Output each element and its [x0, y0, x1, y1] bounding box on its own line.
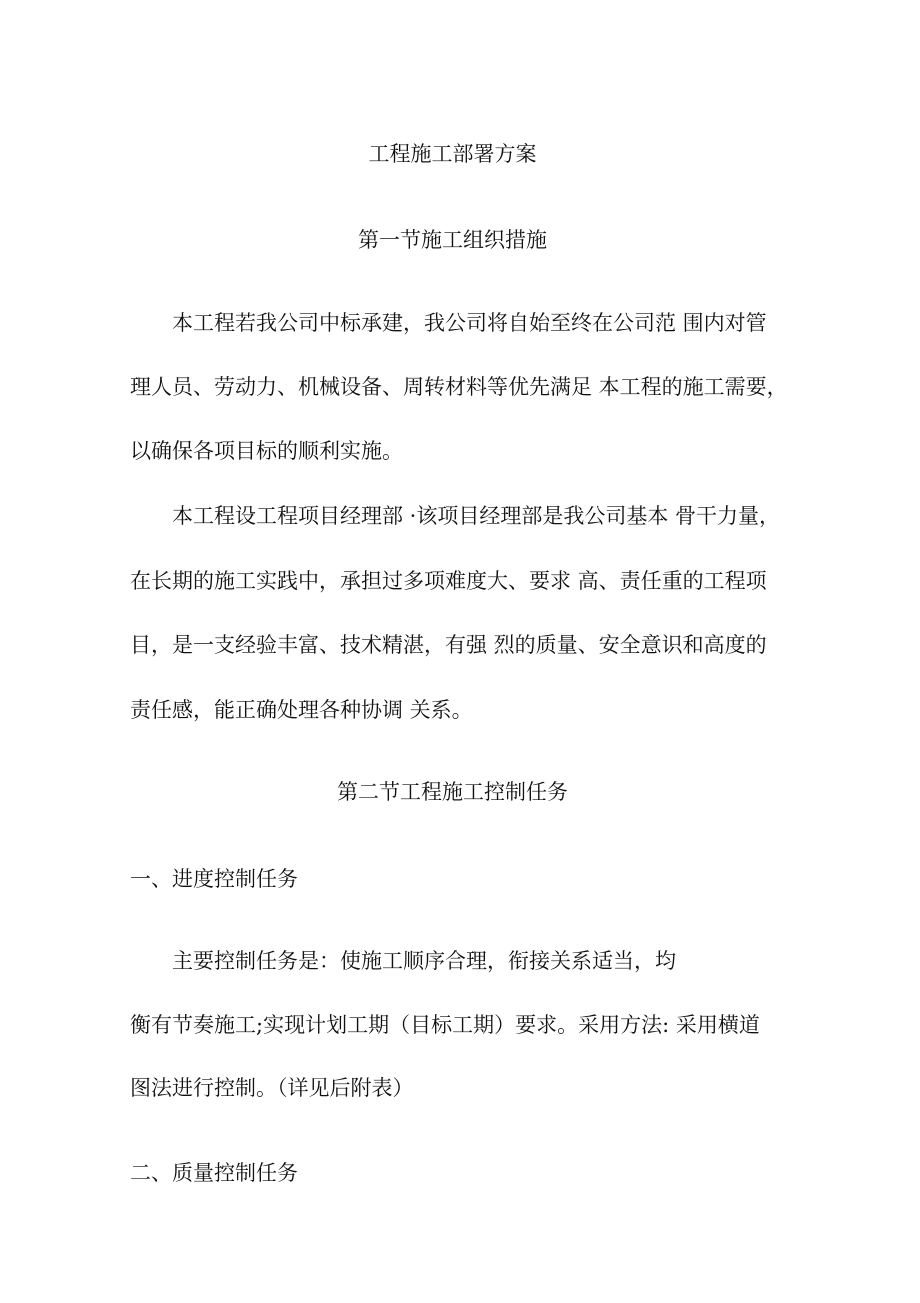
- paragraph-1-line-3: 以确保各项目标的顺利实施。: [130, 439, 403, 463]
- document-title: 工程施工部署方案: [368, 142, 537, 166]
- subheading-quality-control: 二、质量控制任务: [130, 1161, 298, 1185]
- paragraph-2-line-2: 在长期的施工实践中，承担过多项难度大、要求 高、责任重的工程项: [130, 569, 767, 593]
- paragraph-2-line-4: 责任感，能正确处理各种协调 关系。: [130, 698, 473, 722]
- paragraph-2-line-3: 目，是一支经验丰富、技术精湛，有强 烈的质量、安全意识和高度的: [130, 633, 767, 657]
- subheading-progress-control: 一、进度控制任务: [130, 867, 298, 891]
- section-heading-1: 第一节施工组织措施: [358, 228, 547, 252]
- progress-paragraph-line-1: 主要控制任务是：使施工顺序合理，衔接关系适当，均: [172, 949, 676, 973]
- paragraph-1-line-2: 理人员、劳动力、机械设备、周转材料等优先满足 本工程的施工需要，: [130, 375, 788, 399]
- progress-paragraph-line-3: 图法进行控制。（详见后附表）: [130, 1076, 414, 1100]
- paragraph-1-line-1: 本工程若我公司中标承建，我公司将自始至终在公司范 围内对管: [172, 311, 767, 335]
- paragraph-2-line-1: 本工程设工程项目经理部 ·该项目经理部是我公司基本 骨干力量，: [172, 504, 781, 528]
- section-heading-2: 第二节工程施工控制任务: [337, 780, 568, 804]
- progress-paragraph-line-2: 衡有节奏施工;实现计划工期（目标工期）要求。采用方法: 采用横道: [130, 1013, 760, 1037]
